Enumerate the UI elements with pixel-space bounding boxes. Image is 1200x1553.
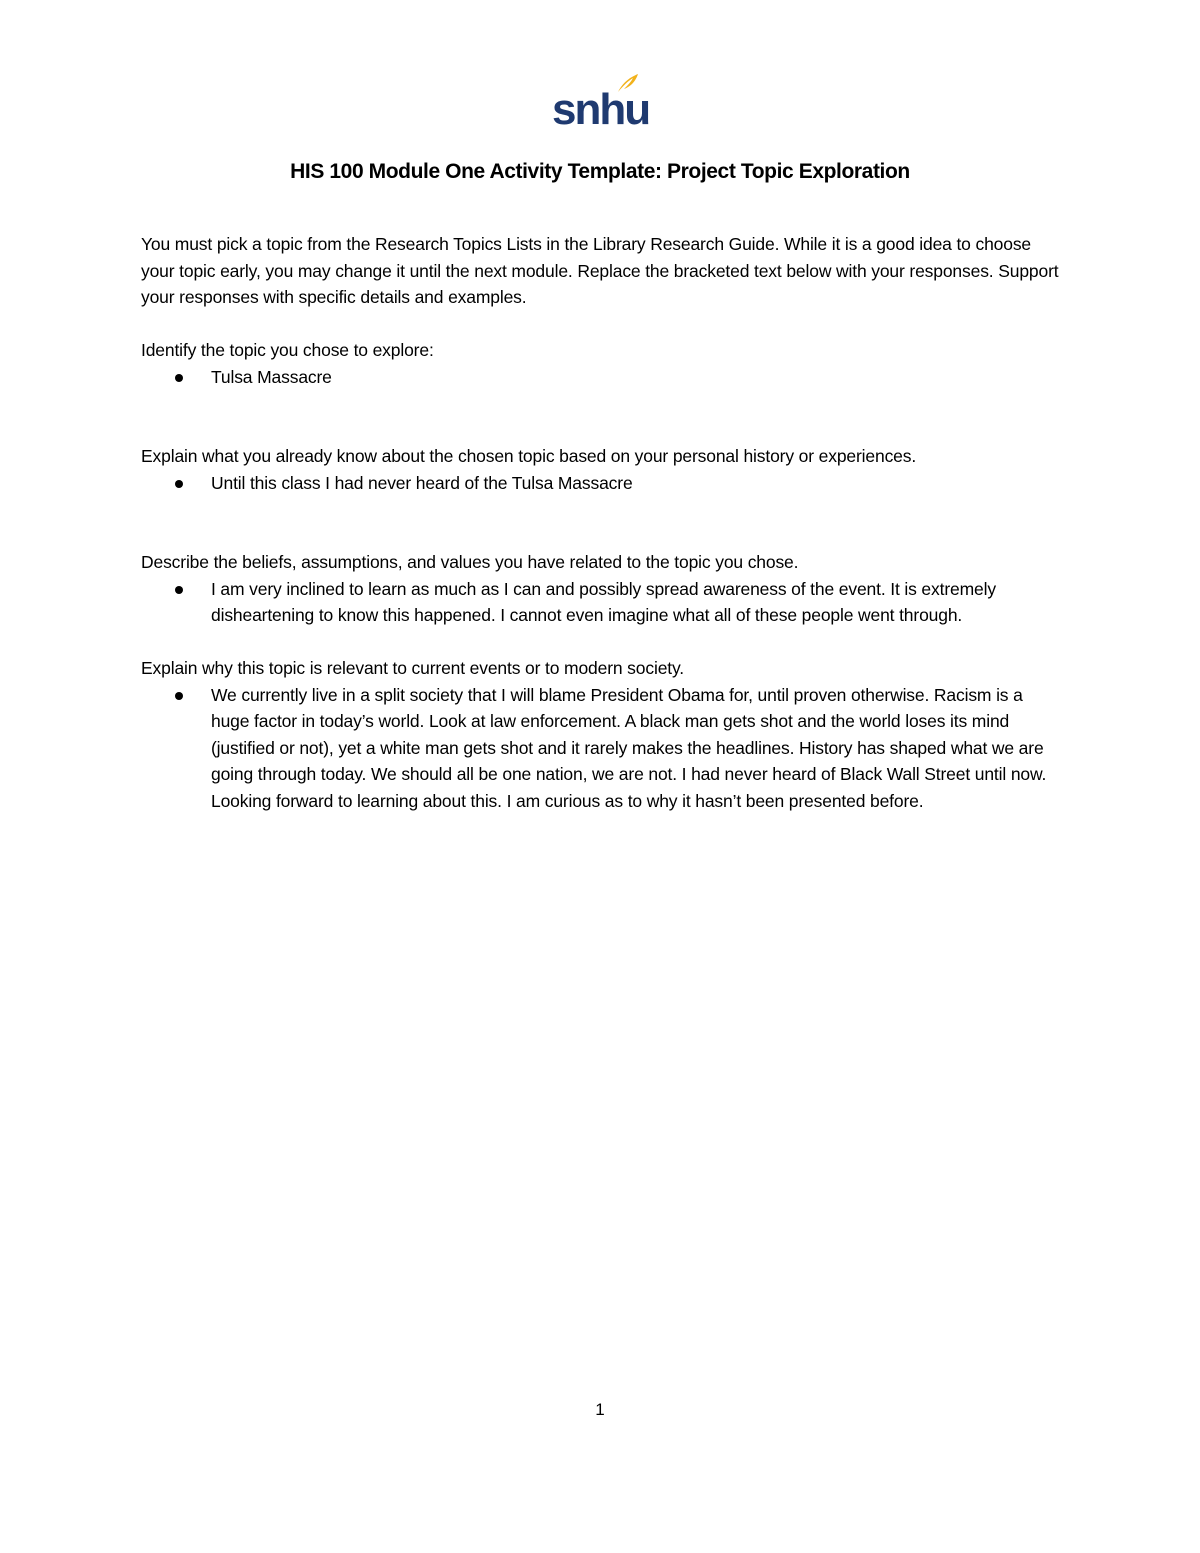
response-beliefs-text: I am very inclined to learn as much as I can and possibly spread awareness of the event. It is extremely disheartening to know this happened. I cannot even imagine what all of these people went through.: [211, 578, 996, 625]
response-list-beliefs: [141, 576, 1061, 629]
response-list-topic: [141, 364, 1061, 391]
page-number: 1: [595, 1400, 605, 1419]
response-relevance-text: We currently live in a split society that I will blame President Obama for, until proven otherwise. Racism is a huge factor in today’s world. Look at law enforcement. A black man gets shot and the world loses its mind (justified or not), yet a white man gets shot and it rarely makes the headlines. History has shaped what we are going through today. We should all be one nation, we are not. I had never heard of Black Wall Street until now. Looking forward to learning about this. I am curious as to why it hasn’t been presented before.: [211, 684, 1047, 811]
document-title: HIS 100 Module One Activity Template: Project Topic Exploration: [290, 160, 910, 183]
response-prior-knowledge: [211, 470, 1061, 497]
spacer: [141, 496, 1061, 549]
bullet-icon: [175, 480, 183, 488]
response-beliefs: [211, 576, 1061, 629]
response-list-relevance: [141, 682, 1061, 815]
document-body: [141, 231, 1061, 814]
logo-wordmark: snhu: [552, 85, 650, 134]
response-topic: [211, 364, 1061, 391]
prompt-topic: Identify the topic you chose to explore:: [141, 340, 434, 360]
bullet-icon: [175, 586, 183, 594]
instructions-paragraph: You must pick a topic from the Research Topics Lists in the Library Research Guide. While it is a good idea to choose your topic early, you may change it until the next module. Replace the bracketed text below with your responses. Support your responses with specific details and examples.: [141, 234, 1059, 307]
response-prior-knowledge-text: Until this class I had never heard of the Tulsa Massacre: [211, 472, 633, 493]
prompt-prior-knowledge: Explain what you already know about the chosen topic based on your personal history or experiences.: [141, 446, 917, 466]
prompt-relevance: Explain why this topic is relevant to current events or to modern society.: [141, 658, 684, 678]
snhu-logo: [552, 72, 650, 134]
response-relevance: [211, 682, 1061, 815]
response-topic-text: Tulsa Massacre: [211, 366, 332, 387]
prompt-beliefs: Describe the beliefs, assumptions, and values you have related to the topic you chose.: [141, 552, 799, 572]
spacer: [141, 390, 1061, 443]
bullet-icon: [175, 692, 183, 700]
response-list-prior-knowledge: [141, 470, 1061, 497]
bullet-icon: [175, 374, 183, 382]
spacer: [141, 629, 1061, 656]
